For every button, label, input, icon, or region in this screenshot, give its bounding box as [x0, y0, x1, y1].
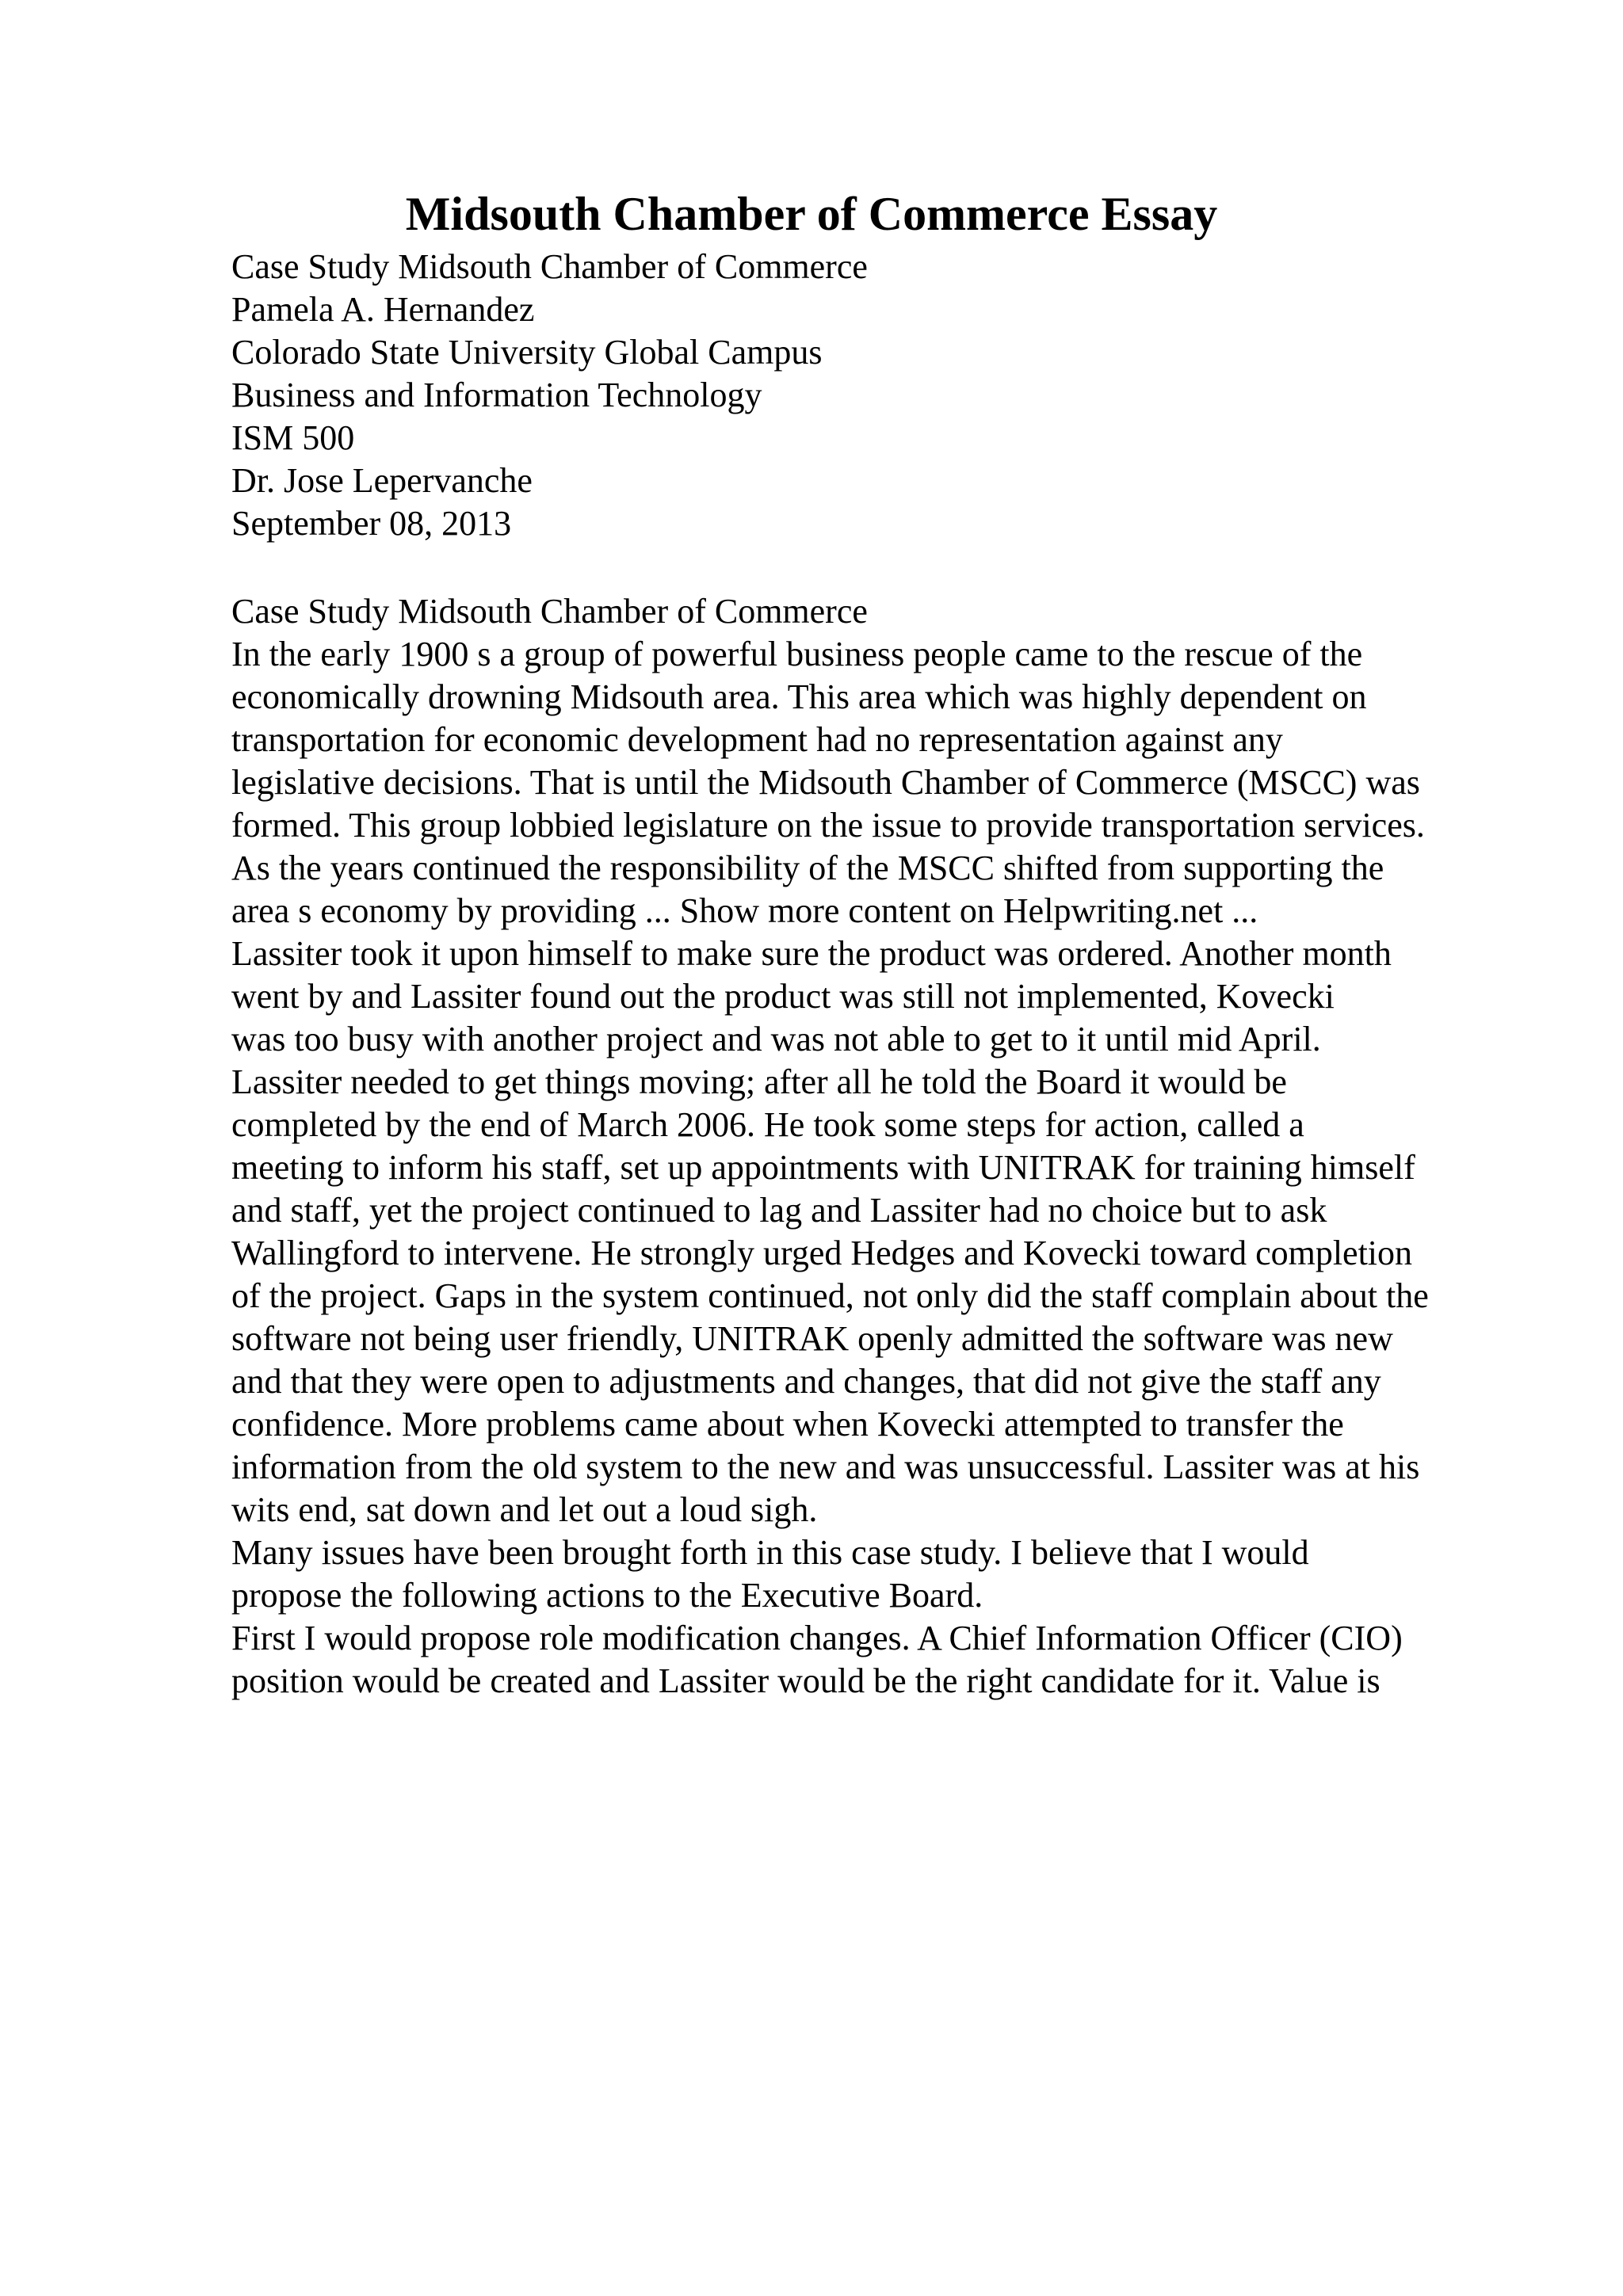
body-line: confidence. More problems came about when Kovecki attempted to transfer the: [231, 1405, 1344, 1444]
body-line: legislative decisions. That is until the Midsouth Chamber of Commerce (MSCC) was: [231, 763, 1420, 802]
body-line: position would be created and Lassiter would be the right candidate for it. Value is: [231, 1661, 1381, 1700]
body-line: information from the old system to the new and was unsuccessful. Lassiter was at his: [231, 1447, 1420, 1486]
author-info-block: [231, 246, 868, 545]
body-line: wits end, sat down and let out a loud sigh.: [231, 1490, 818, 1529]
body-line: and staff, yet the project continued to lag and Lassiter had no choice but to ask: [231, 1191, 1327, 1230]
body-line: As the years continued the responsibility of the MSCC shifted from supporting the: [231, 849, 1384, 887]
header-line-university: Colorado State University Global Campus: [231, 333, 823, 372]
body-line: was too busy with another project and was not able to get to it until mid April.: [231, 1020, 1321, 1058]
body-line: Lassiter took it upon himself to make sure the product was ordered. Another month: [231, 934, 1392, 973]
header-line-author: Pamela A. Hernandez: [231, 290, 535, 329]
body-line: transportation for economic development had no representation against any: [231, 720, 1283, 759]
body-line: area s economy by providing ... Show more content on Helpwriting.net ...: [231, 891, 1258, 930]
body-line: meeting to inform his staff, set up appointments with UNITRAK for training himself: [231, 1148, 1415, 1187]
body-line: completed by the end of March 2006. He took some steps for action, called a: [231, 1105, 1304, 1144]
header-line-course: ISM 500: [231, 418, 355, 457]
body-line: Wallingford to intervene. He strongly urged Hedges and Kovecki toward completion: [231, 1234, 1413, 1272]
body-line: went by and Lassiter found out the product was still not implemented, Kovecki: [231, 977, 1335, 1016]
body-line: Case Study Midsouth Chamber of Commerce: [231, 592, 868, 631]
body-line: First I would propose role modification changes. A Chief Information Officer (CIO): [231, 1619, 1403, 1657]
header-line-case-study: Case Study Midsouth Chamber of Commerce: [231, 247, 868, 286]
body-line: Lassiter needed to get things moving; after all he told the Board it would be: [231, 1062, 1287, 1101]
document-title: Midsouth Chamber of Commerce Essay: [405, 188, 1218, 241]
body-line: of the project. Gaps in the system continued, not only did the staff complain about the: [231, 1276, 1429, 1315]
body-line: formed. This group lobbied legislature on the issue to provide transportation services.: [231, 806, 1425, 845]
header-line-instructor: Dr. Jose Lepervanche: [231, 461, 533, 500]
body-line: and that they were open to adjustments and changes, that did not give the staff any: [231, 1362, 1381, 1401]
essay-body: [231, 590, 1610, 1703]
body-line: propose the following actions to the Executive Board.: [231, 1576, 983, 1615]
header-line-program: Business and Information Technology: [231, 376, 762, 414]
body-line: software not being user friendly, UNITRAK openly admitted the software was new: [231, 1319, 1393, 1358]
header-line-date: September 08, 2013: [231, 504, 512, 543]
body-line: economically drowning Midsouth area. This area which was highly dependent on: [231, 677, 1367, 716]
body-line: Many issues have been brought forth in this case study. I believe that I would: [231, 1533, 1309, 1572]
body-line: In the early 1900 s a group of powerful business people came to the rescue of the: [231, 635, 1363, 673]
